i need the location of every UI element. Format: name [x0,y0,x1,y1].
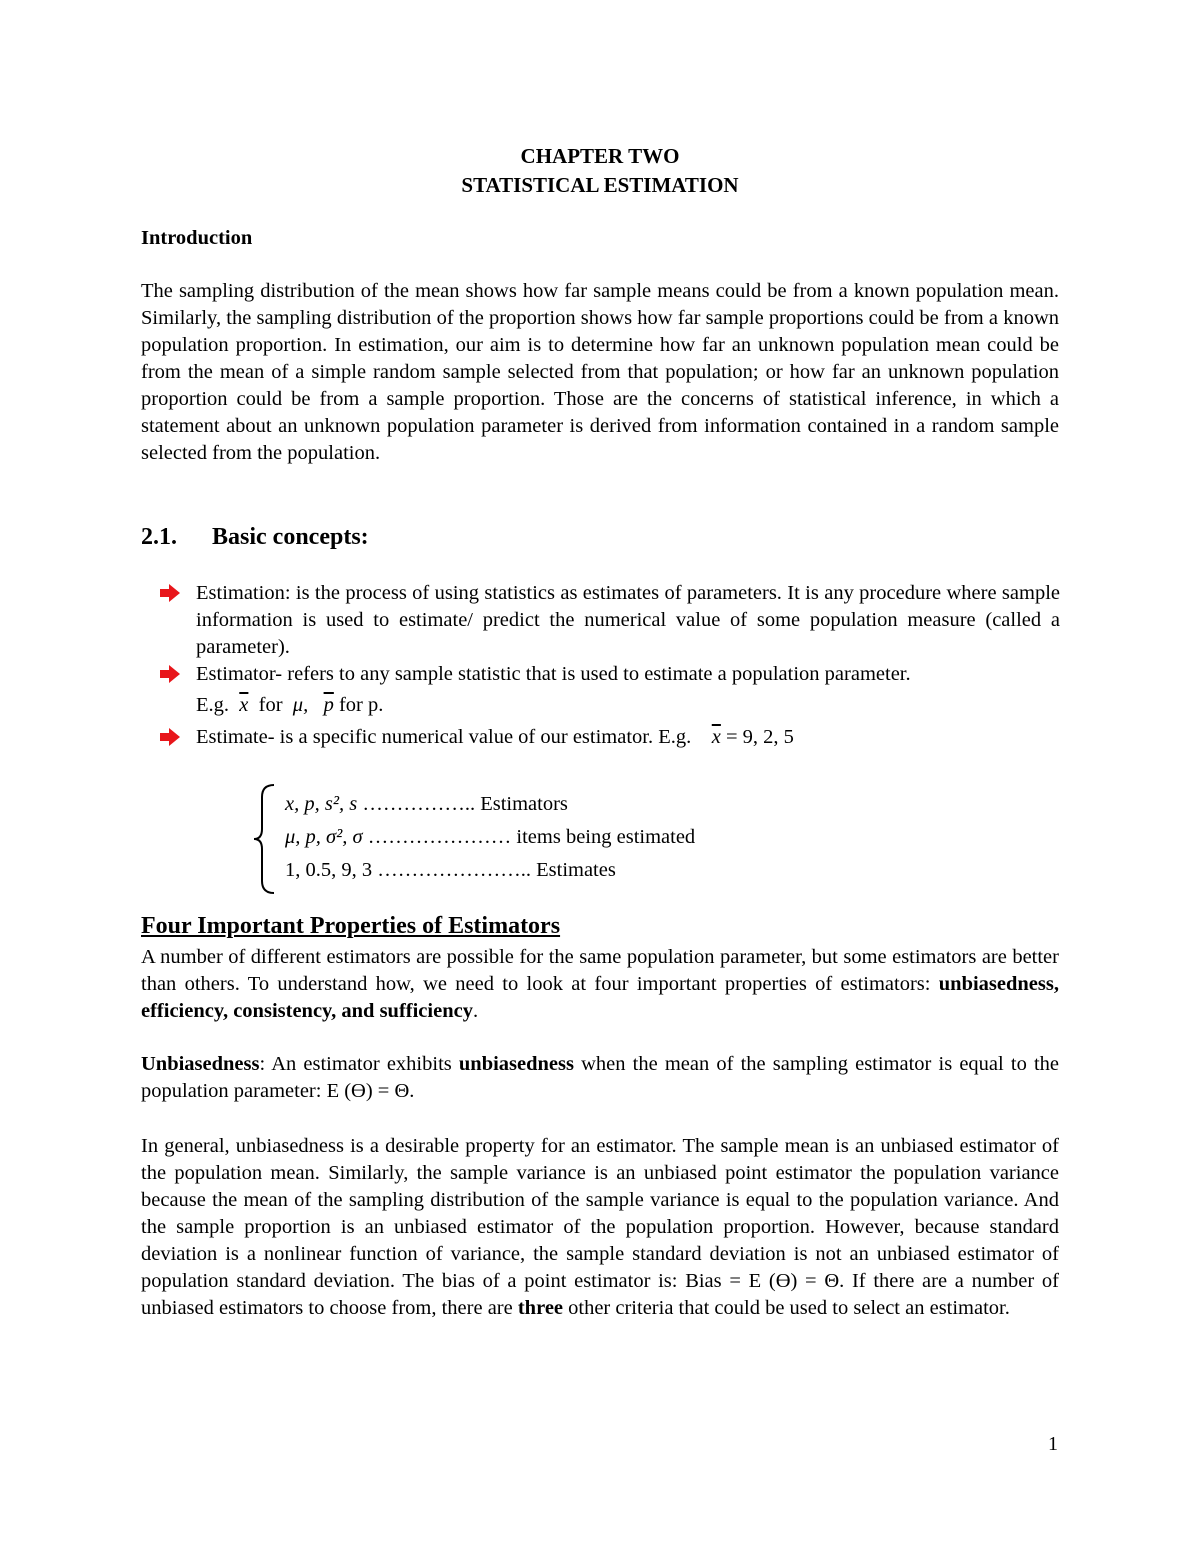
estimate-text: Estimate- is a specific numerical value of our estimator. E.g. [196,726,692,748]
introduction-heading: Introduction [141,227,253,249]
eg-prefix: E.g. [196,694,230,716]
red-arrow-icon [160,584,180,602]
chapter-number: CHAPTER TWO [520,144,680,168]
estimate-values-list: 1, 0.5, 9, 3 [285,859,373,881]
brace-row-estimators [285,788,695,821]
chapter-title: STATISTICAL ESTIMATION [461,173,739,197]
unbiasedness-label: Unbiasedness [141,1053,260,1075]
estimate-values: = 9, 2, 5 [720,726,794,748]
estimator-example [196,688,1060,722]
section-title: Basic concepts: [212,524,369,550]
properties-intro-end: . [472,1000,479,1022]
unbiasedness-term: unbiasedness [458,1053,574,1075]
eg-for-p: for p. [338,694,384,716]
eg-for-word: for [258,694,283,716]
section-heading [141,522,369,552]
unbiasedness-text-1: : An estimator exhibits [259,1053,459,1075]
introduction-paragraph: The sampling distribution of the mean shows how far sample means could be from a known population mean. Similarly, the sampling distribution of the proportion shows how far sample proportions could be from a known population proportion. In estimation, our aim is to determine how far an unknown population mean could be from the mean of a simple random sample selected from that population; or how far an unknown population proportion could be from a sample proportion. Those are the concerns of statistical inference, in which a statement about an unknown population parameter is derived from information contained in a random sample selected from the population. [141,280,1059,464]
estimator-definition: Estimator- refers to any sample statistic that is used to estimate a population parameter. [196,663,911,685]
brace-row-estimates [285,854,695,887]
general-three: three [517,1297,564,1319]
dot-leader: …………….. [357,793,481,815]
general-text-2: other criteria that could be used to select an estimator. [563,1297,1010,1319]
estimator-symbols: x, p, s², s [285,793,358,815]
bullet-estimation [160,580,1060,661]
x-bar-symbol: $\overline{x}$ [239,694,249,716]
left-brace-path [254,785,274,893]
estimation-definition: Estimation: is the process of using statistics as estimates of parameters. It is any procedure where sample information is used to estimate/ predict the numerical value of some population measure (called a parameter). [196,582,1060,658]
general-text-1: In general, unbiasedness is a desirable property for an estimator. The sample mean is an unbiased estimator of the population mean. Similarly, the sample variance is an unbiased point estimator the population variance because the mean of the sampling distribution of the sample variance is equal to the population variance. And the sample proportion is an unbiased estimator of the population proportion. However, because standard deviation is a nonlinear function of variance, the sample standard deviation is not an unbiased estimator of population standard deviation. The bias of a point estimator is: Bias = E (ϴ) = Θ. If there are a number of unbiased estimators to choose from, there are [141,1135,1059,1319]
x-bar-symbol: $\overline{x}$ [711,726,721,748]
dot-leader: ………………….. [372,859,537,881]
properties-intro-text: A number of different estimators are possible for the same population parameter, but some estimators are better than others. To understand how, we need to look at four important properties of estimators: [141,946,1059,995]
estimator-brace-table [285,788,695,887]
row-label-estimates: Estimates [536,859,616,881]
unbiasedness-paragraph [141,1051,1059,1105]
red-arrow-icon [160,728,180,746]
properties-heading: Four Important Properties of Estimators [141,913,561,939]
parameter-symbols: μ, p, σ², σ [285,826,363,848]
left-brace-icon [252,783,278,895]
red-arrow-icon [160,665,180,683]
red-arrow-shape [160,665,180,683]
red-arrow-shape [160,728,180,746]
bullet-estimate [160,724,1060,751]
section-number: 2.1. [141,524,177,550]
unbiasedness-text-2: when the mean of the sampling estimator is equal to the population parameter: E (ϴ) = Θ. [141,1053,1059,1102]
mu-symbol: μ, [292,694,309,716]
general-paragraph [141,1133,1059,1322]
p-bar-symbol: $\overline{p}$ [323,694,334,716]
properties-list: unbiasedness, efficiency, consistency, and sufficiency [141,973,1059,1022]
row-label-estimators: Estimators [480,793,568,815]
bullet-estimator [160,661,1060,722]
dot-leader: ………………… [362,826,517,848]
page-number: 1 [1048,1433,1058,1455]
row-label-items: items being estimated [516,826,696,848]
concept-bullet-list [160,580,1060,751]
brace-row-parameters [285,821,695,854]
estimate-definition [196,724,1060,751]
properties-intro [141,944,1059,1025]
red-arrow-shape [160,584,180,602]
